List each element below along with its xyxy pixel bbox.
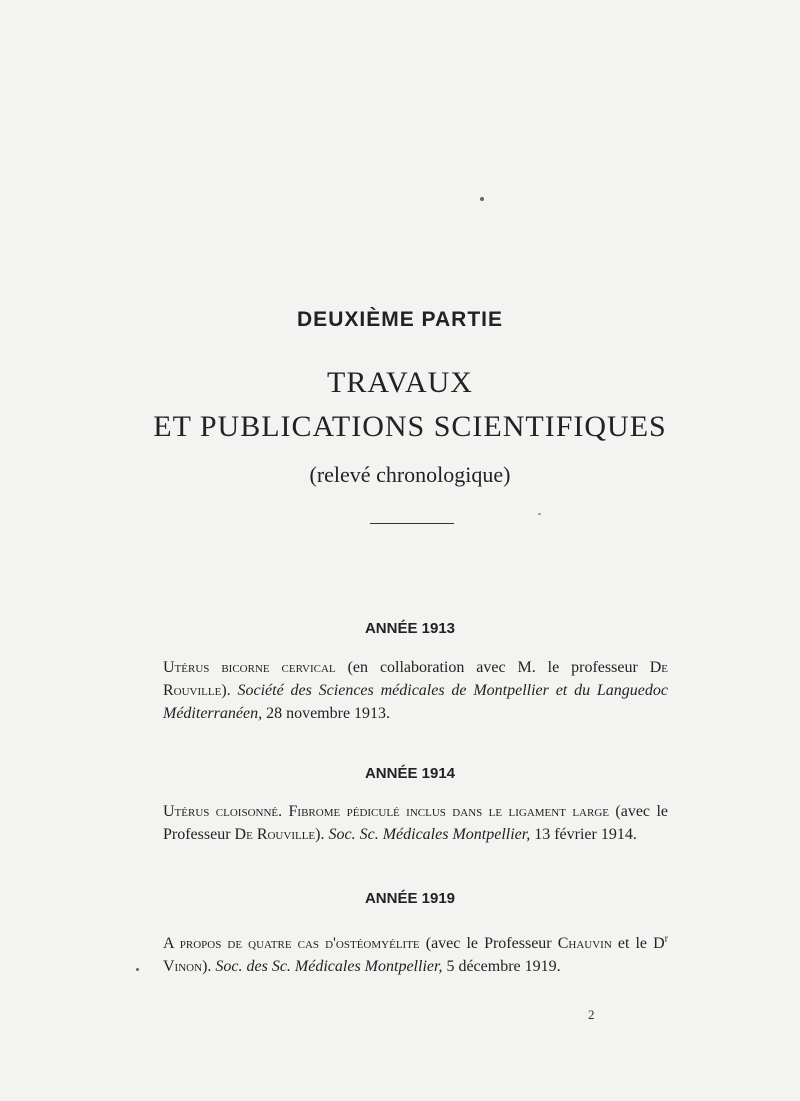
scan-speck (480, 197, 484, 201)
author-name: De Rouville (163, 659, 669, 699)
journal-name: Soc. des Sc. Médicales Montpellier, (215, 958, 443, 975)
publication-note: (avec le Professeur (419, 935, 558, 952)
publication-date: 28 novembre 1913. (262, 705, 391, 722)
punctuation: ). (315, 826, 329, 843)
main-title-line2: ET PUBLICATIONS SCIENTIFIQUES (153, 410, 667, 443)
punctuation: ). (221, 682, 238, 699)
publication-note: (en collaboration avec M. le professeur (335, 659, 650, 676)
publication-entry-1913 (163, 656, 668, 725)
punctuation: ). (202, 958, 216, 975)
subtitle: (relevé chronologique) (309, 462, 511, 487)
publication-entry-1919 (163, 932, 668, 978)
year-heading-1913: ANNÉE 1913 (364, 620, 456, 637)
divider-rule (370, 523, 454, 524)
scan-speck (136, 968, 139, 971)
publication-date: 13 février 1914. (530, 826, 637, 843)
year-heading-1914: ANNÉE 1914 (364, 765, 456, 782)
publication-entry-1914 (163, 800, 668, 846)
co-author-prefix: et le D (611, 935, 665, 952)
journal-name: Soc. Sc. Médicales Montpellier, (328, 826, 531, 843)
publication-title: Utérus cloisonné. Fibrome pédiculé inclus dans le ligament large (163, 803, 609, 820)
year-heading-1919: ANNÉE 1919 (364, 890, 456, 907)
superscript: r (664, 933, 669, 945)
author-name: De Rouville (234, 826, 316, 843)
scan-speck (538, 513, 541, 515)
co-author-name: Vinon (163, 958, 203, 975)
page-number: 2 (588, 1007, 595, 1022)
publication-note: (avec le Professeur (163, 803, 668, 843)
publication-title: Utérus bicorne cervical (163, 659, 336, 676)
publication-date: 5 décembre 1919. (442, 958, 561, 975)
part-heading: DEUXIÈME PARTIE (297, 308, 503, 331)
main-title-line1: TRAVAUX (327, 366, 473, 399)
journal-name: Société des Sciences médicales de Montpellier et du Languedoc Méditerranéen, (163, 682, 669, 722)
author-name: Chauvin (557, 935, 612, 952)
publication-title: A propos de quatre cas d'ostéomyélite (163, 935, 420, 952)
